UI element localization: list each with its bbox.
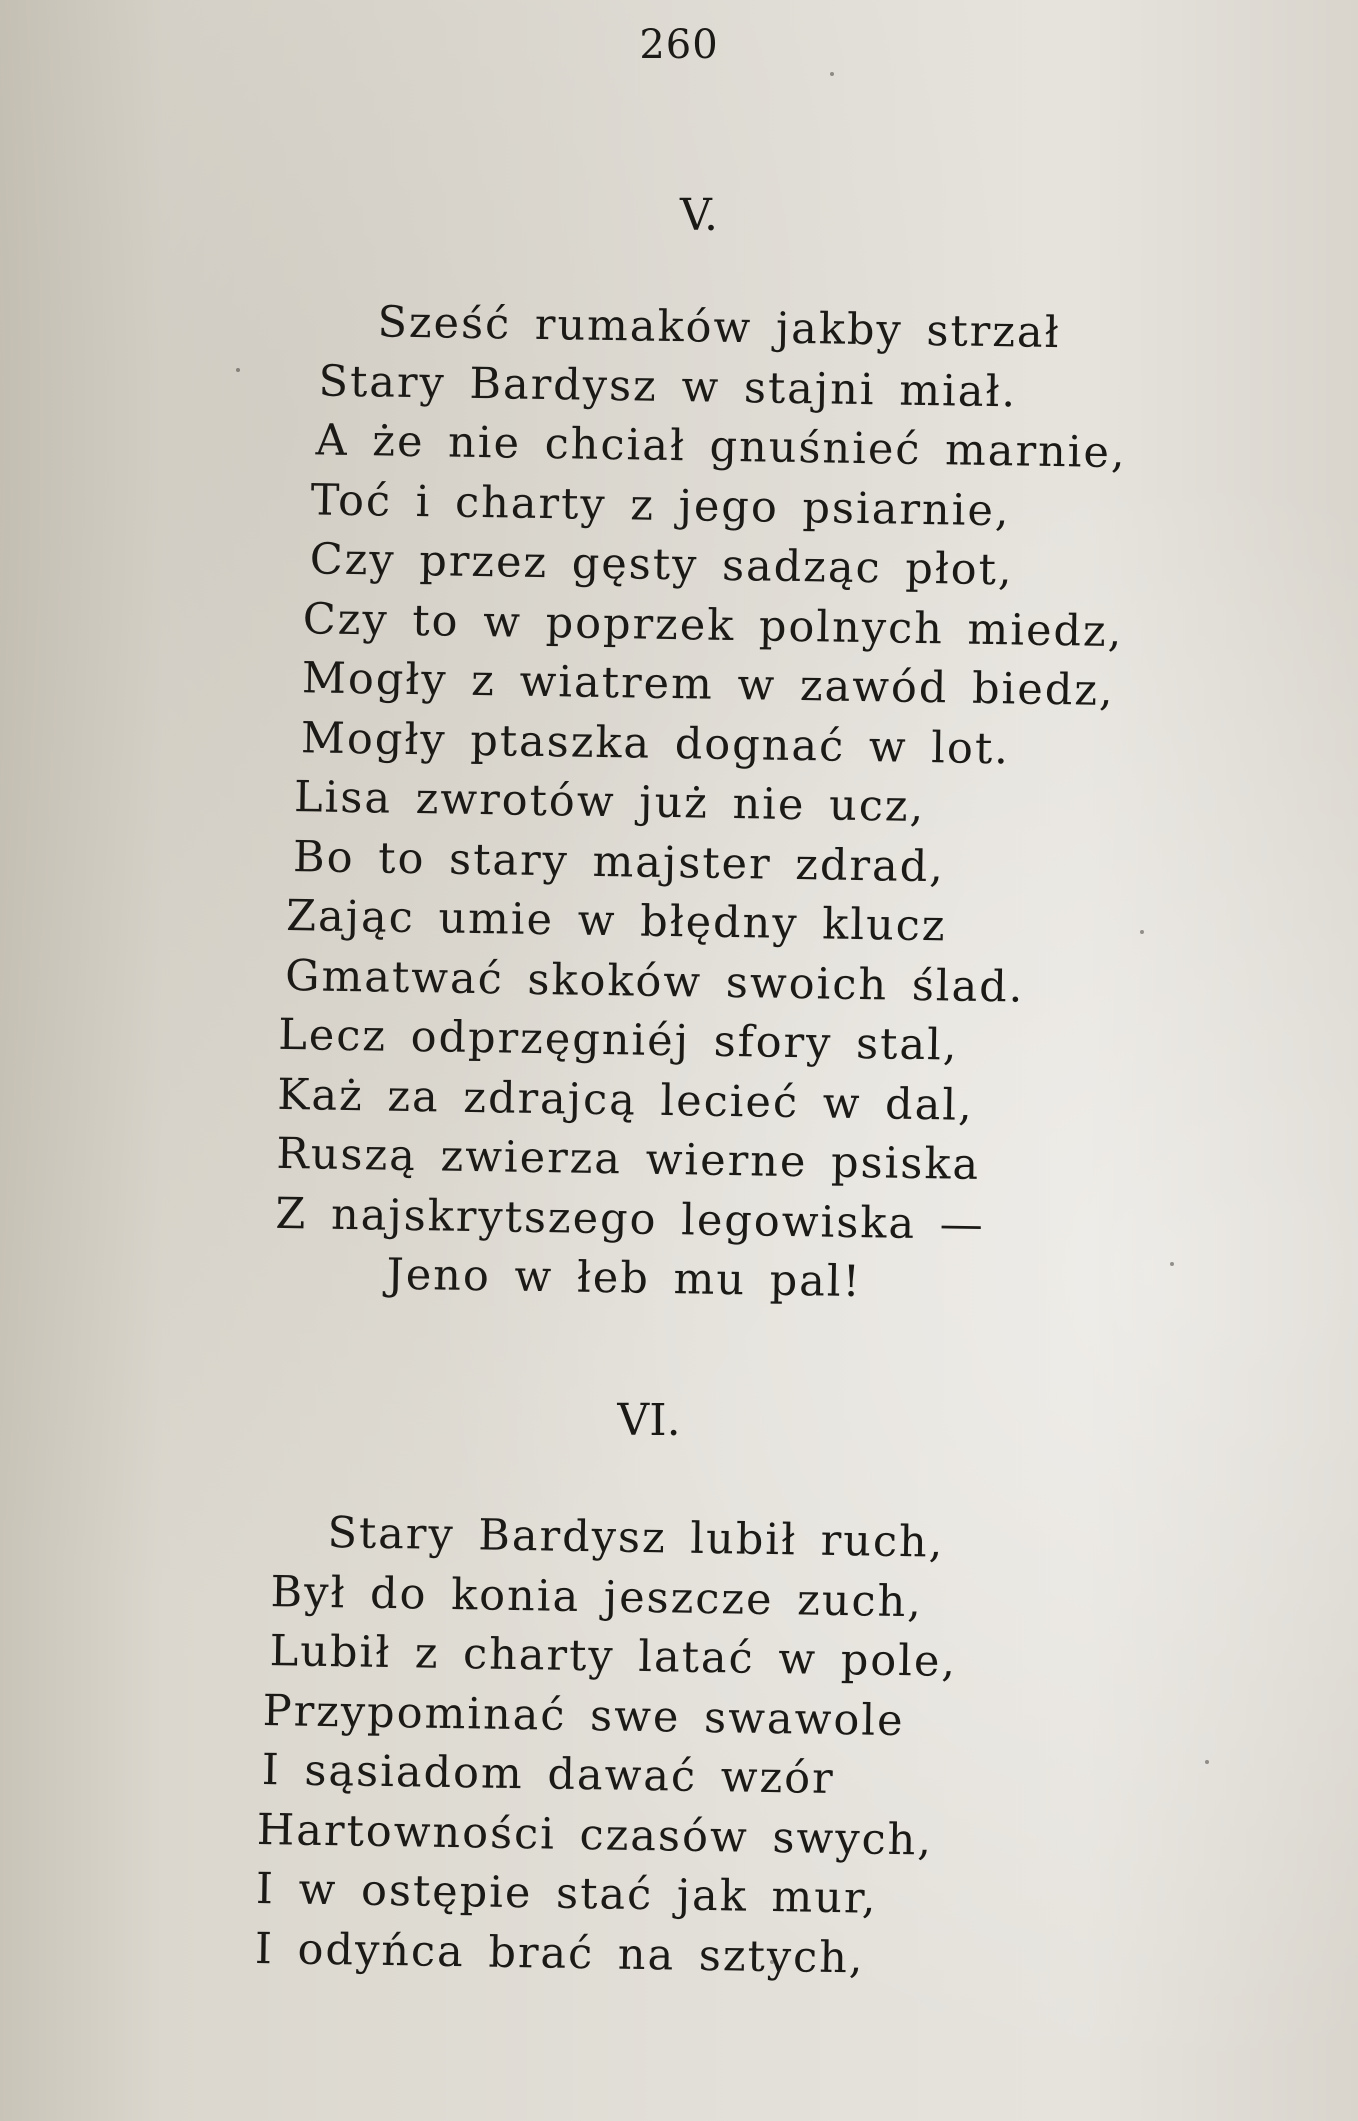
verse-line: I odyńca brać na sztych, [254, 1923, 865, 1984]
verse-line: Każ za zdrajcą lecieć w dal, [277, 1069, 975, 1131]
verse-line: Toć i charty z jego psiarnie, [310, 474, 1011, 536]
verse-line: Czy to w poprzek polnych miedz, [302, 593, 1124, 657]
verse-line: Mogły z wiatrem w zawód biedz, [301, 653, 1116, 716]
verse-line: Mogły ptaszka dognać w lot. [300, 712, 1011, 774]
verse-line: Przypominać swe swawole [262, 1685, 905, 1746]
verse-line: Gmatwać skoków swoich ślad. [284, 950, 1025, 1013]
verse-line: Lecz odprzęgniéj sfory stal, [277, 1009, 959, 1071]
paper-speck [1205, 1760, 1209, 1764]
verse-line: Stary Bardysz lubił ruch, [327, 1508, 945, 1568]
verse-line: Zając umie w błędny klucz [285, 891, 947, 952]
verse-line: Lisa zwrotów już nie ucz, [293, 772, 926, 833]
verse-line: Sześć rumaków jakby strzał [377, 297, 1061, 359]
verse-line: A że nie chciał gnuśnieć marnie, [315, 415, 1128, 479]
paper-speck [770, 1960, 774, 1964]
verse-line: Był do konia jeszcze zuch, [270, 1566, 924, 1627]
paper-speck [1140, 930, 1144, 934]
section-heading-vi: VI. [617, 1395, 681, 1446]
verse-line: Lubił z charty latać w pole, [269, 1626, 958, 1687]
verse-line: I sąsiadom dawać wzór [261, 1745, 836, 1805]
paper-speck [1170, 1262, 1174, 1266]
paper-speck [830, 72, 834, 76]
verse-line: Z najskrytszego legowiska — [275, 1188, 986, 1250]
section-heading-v: V. [679, 190, 719, 241]
verse-line: Hartowności czasów swych, [256, 1804, 934, 1866]
paper-speck [236, 368, 240, 372]
page-number: 260 [639, 22, 719, 68]
verse-line: Jeno w łeb mu pal! [386, 1249, 863, 1308]
verse-line: Bo to stary majster zdrad, [292, 831, 946, 892]
stanza-vi [255, 1503, 960, 1990]
verse-line: I w ostępie stać jak mur, [255, 1863, 878, 1924]
stanza-v [274, 292, 1129, 1317]
verse-line: Czy przez gęsty sadząc płot, [309, 534, 1014, 596]
verse-line: Ruszą zwierza wierne psiska [276, 1128, 981, 1190]
verse-line: Stary Bardysz w stajni miał. [318, 355, 1018, 417]
